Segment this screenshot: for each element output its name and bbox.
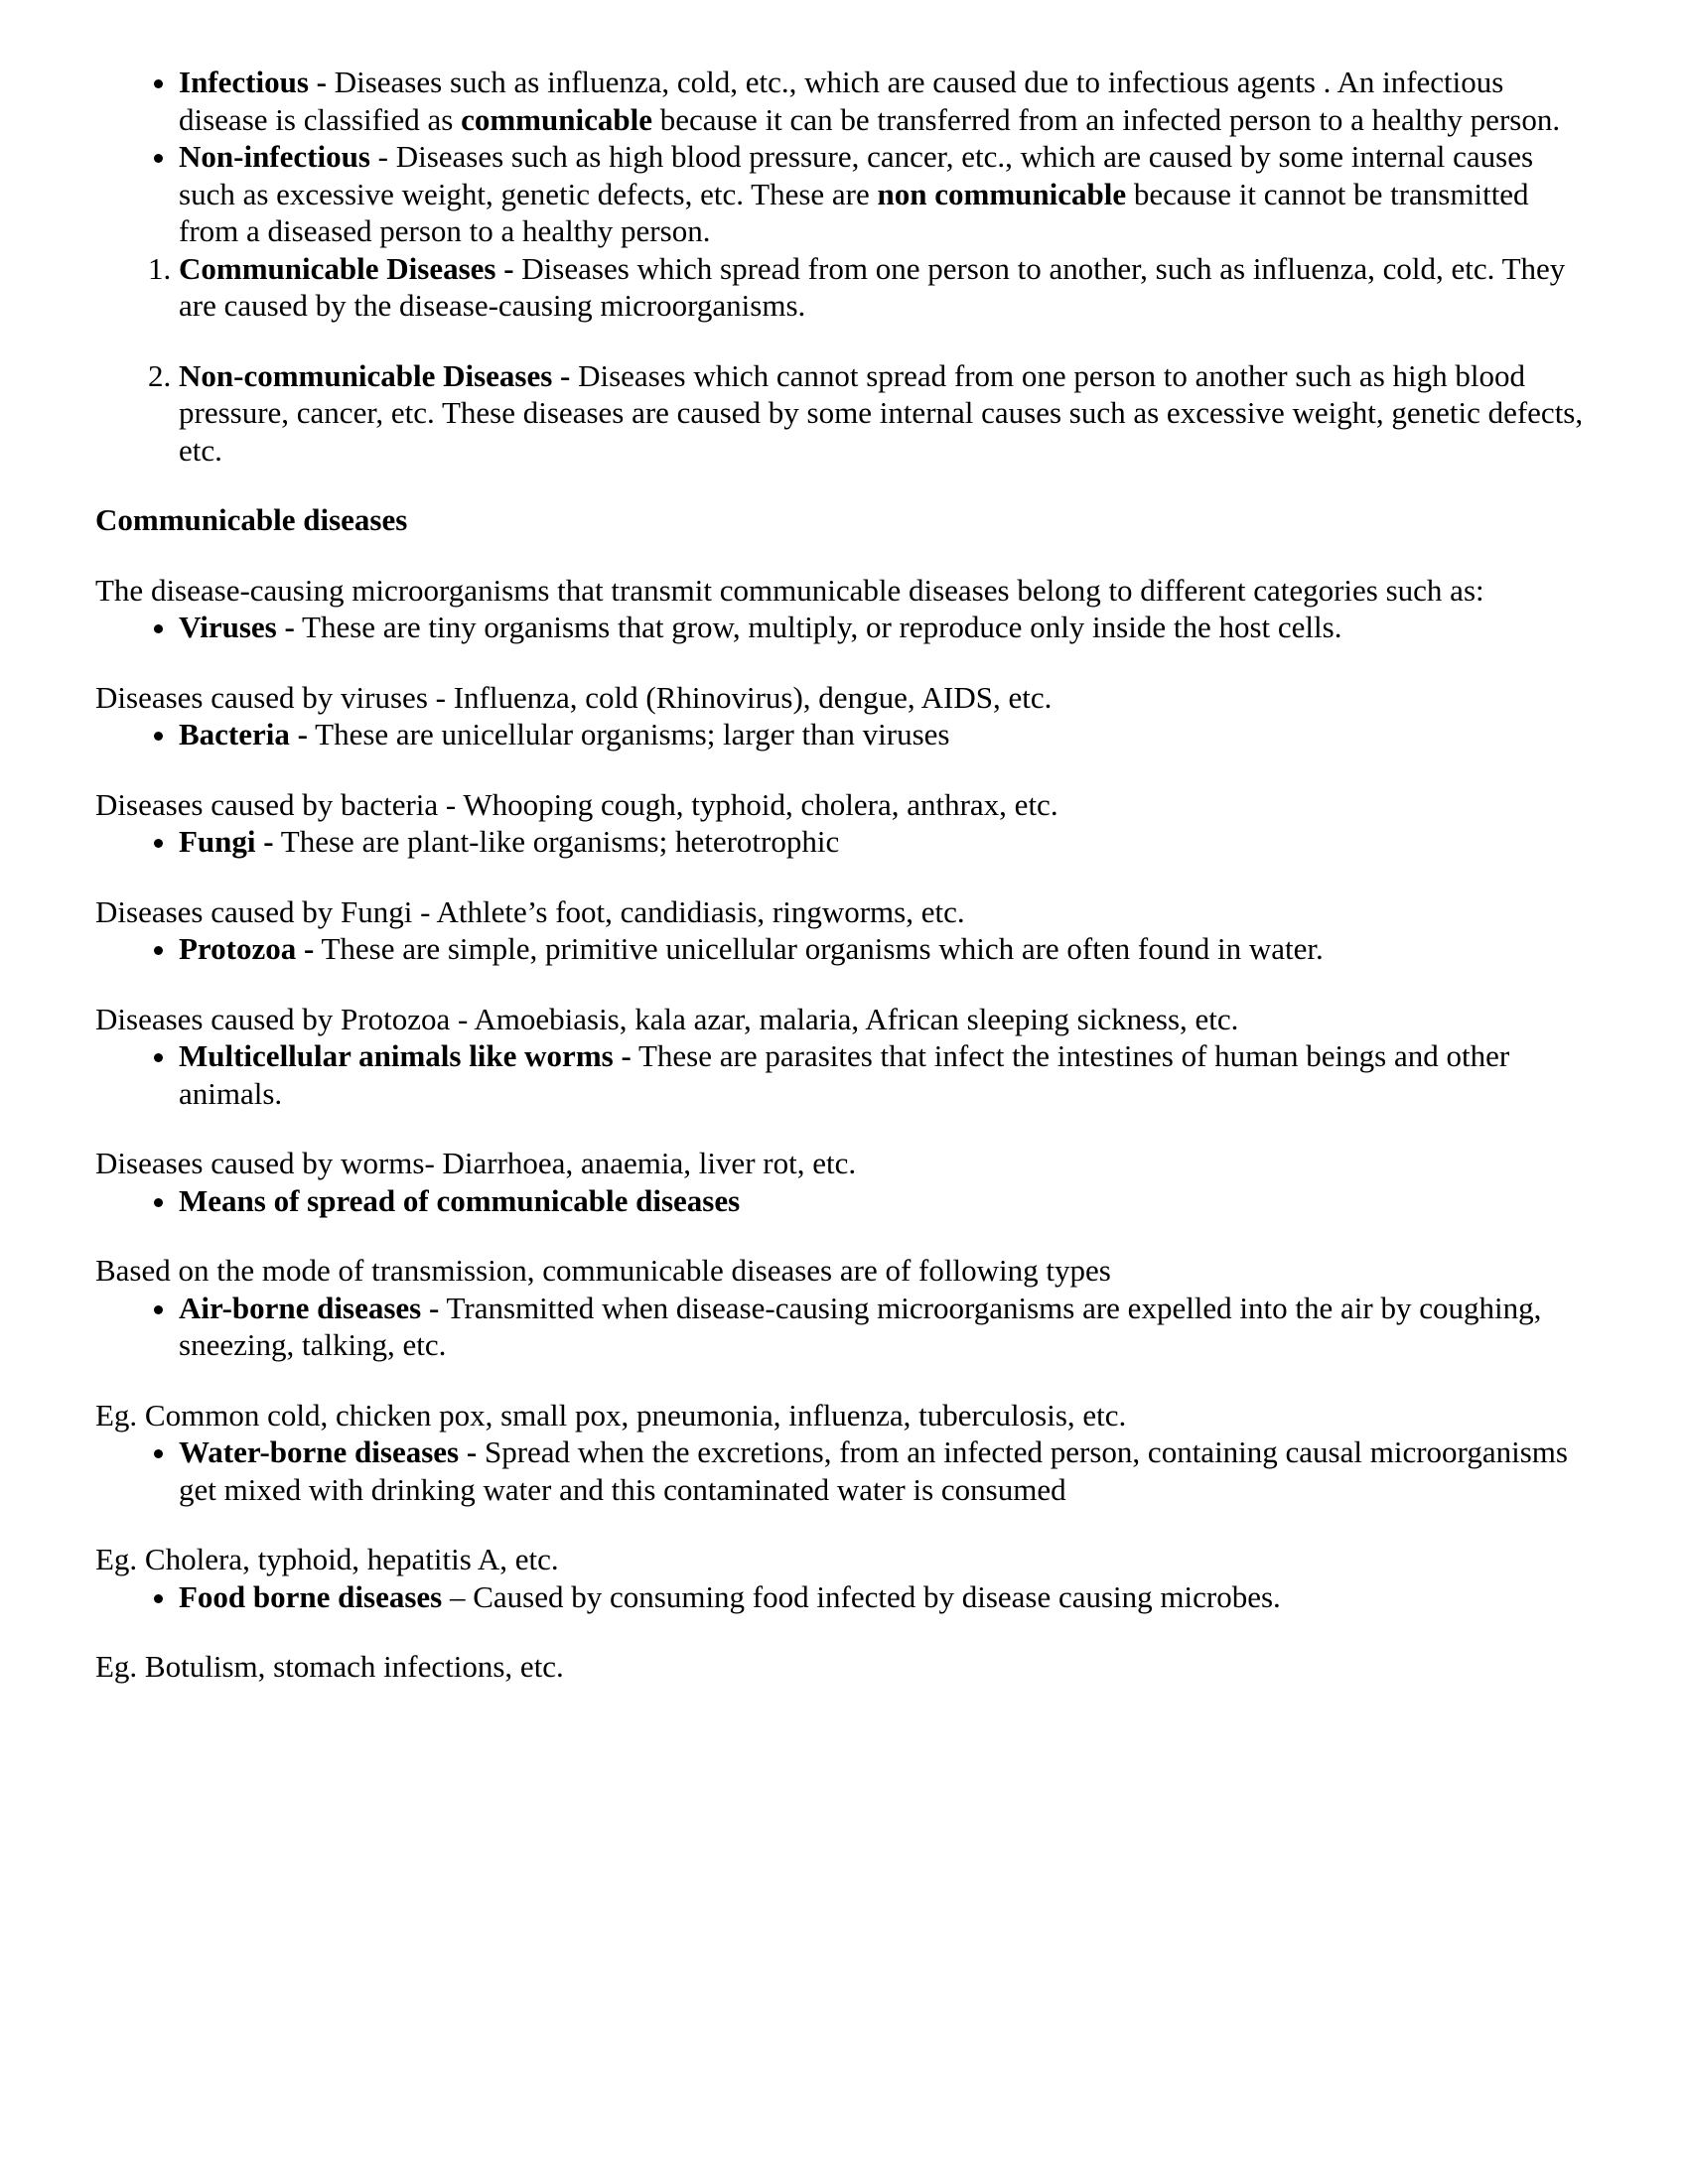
emphasis-non-communicable: non communicable [877,176,1127,211]
desc-text: – Caused by consuming food infected by disease causing microbes. [442,1578,1281,1614]
diseases-by-bacteria: Diseases caused by bacteria - Whooping cough, typhoid, cholera, anthrax, etc. [95,786,1058,822]
example-water-borne: Eg. Cholera, typhoid, hepatitis A, etc. [95,1542,559,1576]
document-page [95,64,1595,1686]
list-item-infectious [179,64,1595,138]
list-item-viruses [179,609,1595,646]
term-fungi: Fungi - [179,824,274,859]
means-intro: Based on the mode of transmission, communicable diseases are of following types [95,1253,1111,1288]
transmission-list-water [95,1433,1595,1508]
term-food-borne: Food borne diseases [179,1578,443,1614]
desc-text: Diseases which cannot spread from one person to another such as high blood pressure, cancer, etc. These diseases are caused by some internal causes such as excessive weight, genetic defects, etc. [179,357,1584,468]
term-non-communicable-diseases: Non-communicable Diseases - [179,357,571,393]
transmission-list-air [95,1290,1595,1364]
desc-text: because it can be transferred from an infected person to a healthy person. [651,101,1561,137]
category-list-bacteria [95,716,1595,753]
diseases-by-worms: Diseases caused by worms- Diarrhoea, anaemia, liver rot, etc. [95,1146,857,1180]
term-air-borne: Air-borne diseases - [179,1290,440,1325]
list-item-fungi [179,823,1595,861]
infectious-type-list [95,64,1595,250]
numbered-item-non-communicable [179,357,1595,470]
numbered-item-communicable [179,250,1595,325]
list-item-non-infectious [179,138,1595,250]
example-air-borne: Eg. Common cold, chicken pox, small pox, pneumonia, influenza, tuberculosis, etc. [95,1397,1127,1433]
term-protozoa: Protozoa - [179,931,315,966]
diseases-by-fungi: Diseases caused by Fungi - Athlete’s foot, candidiasis, ringworms, etc. [95,893,965,929]
term-bacteria: Bacteria - [179,717,308,751]
list-item-water-borne [179,1433,1595,1508]
means-heading: Means of spread of communicable diseases [179,1182,741,1218]
list-item-bacteria [179,716,1595,753]
desc-text: These are tiny organisms that grow, multiply, or reproduce only inside the host cells. [294,610,1342,644]
category-list-protozoa [95,930,1595,968]
term-viruses: Viruses - [179,610,295,644]
term-non-infectious: Non-infectious [179,139,370,174]
diseases-by-protozoa: Diseases caused by Protozoa - Amoebiasis, kala azar, malaria, African sleeping sickness, etc. [95,1001,1239,1036]
category-list-viruses [95,609,1595,646]
desc-text: - Diseases such as high blood pressure, cancer, etc., which are caused by some internal causes such as excessive weight, genetic defects, etc. These are [179,139,1534,211]
list-item-protozoa [179,930,1595,968]
diseases-by-viruses: Diseases caused by viruses - Influenza, cold (Rhinovirus), dengue, AIDS, etc. [95,679,1053,715]
list-item-means [179,1182,1595,1220]
term-water-borne: Water-borne diseases - [179,1434,478,1469]
list-item-worms [179,1037,1595,1112]
desc-text: Transmitted when disease-causing microorganisms are expelled into the air by coughing, sneezing, talking, etc. [179,1290,1542,1362]
desc-text: These are parasites that infect the intestines of human beings and other animals. [179,1038,1510,1111]
disease-numbered-list [95,250,1595,470]
category-list-fungi [95,823,1595,861]
desc-text: because it cannot be transmitted from a diseased person to a healthy person. [179,176,1529,248]
example-food-borne: Eg. Botulism, stomach infections, etc. [95,1649,564,1684]
term-infectious: Infectious - [179,65,327,99]
desc-text: Spread when the excretions, from an infected person, containing causal microorganisms get mixed with drinking water and this contaminated water is consumed [179,1434,1568,1507]
desc-text: These are simple, primitive unicellular organisms which are often found in water. [314,931,1324,966]
section-intro: The disease-causing microorganisms that transmit communicable diseases belong to different categories such as: [95,572,1484,608]
category-list-worms [95,1037,1595,1112]
desc-text: These are plant-like organisms; heterotrophic [273,824,840,859]
term-communicable-diseases: Communicable Diseases - [179,250,514,286]
section-heading: Communicable diseases [95,502,408,537]
desc-text: Diseases such as influenza, cold, etc., which are caused due to infectious agents . An infectious disease is classified as [179,65,1504,137]
desc-text: Diseases which spread from one person to another, such as influenza, cold, etc. They are caused by the disease-causing microorganisms. [179,250,1566,323]
transmission-list-food [95,1578,1595,1616]
means-heading-list [95,1182,1595,1220]
term-worms: Multicellular animals like worms - [179,1038,632,1073]
desc-text: These are unicellular organisms; larger than viruses [307,717,950,751]
emphasis-communicable: communicable [461,101,652,137]
list-item-air-borne [179,1290,1595,1364]
list-item-food-borne [179,1578,1595,1616]
